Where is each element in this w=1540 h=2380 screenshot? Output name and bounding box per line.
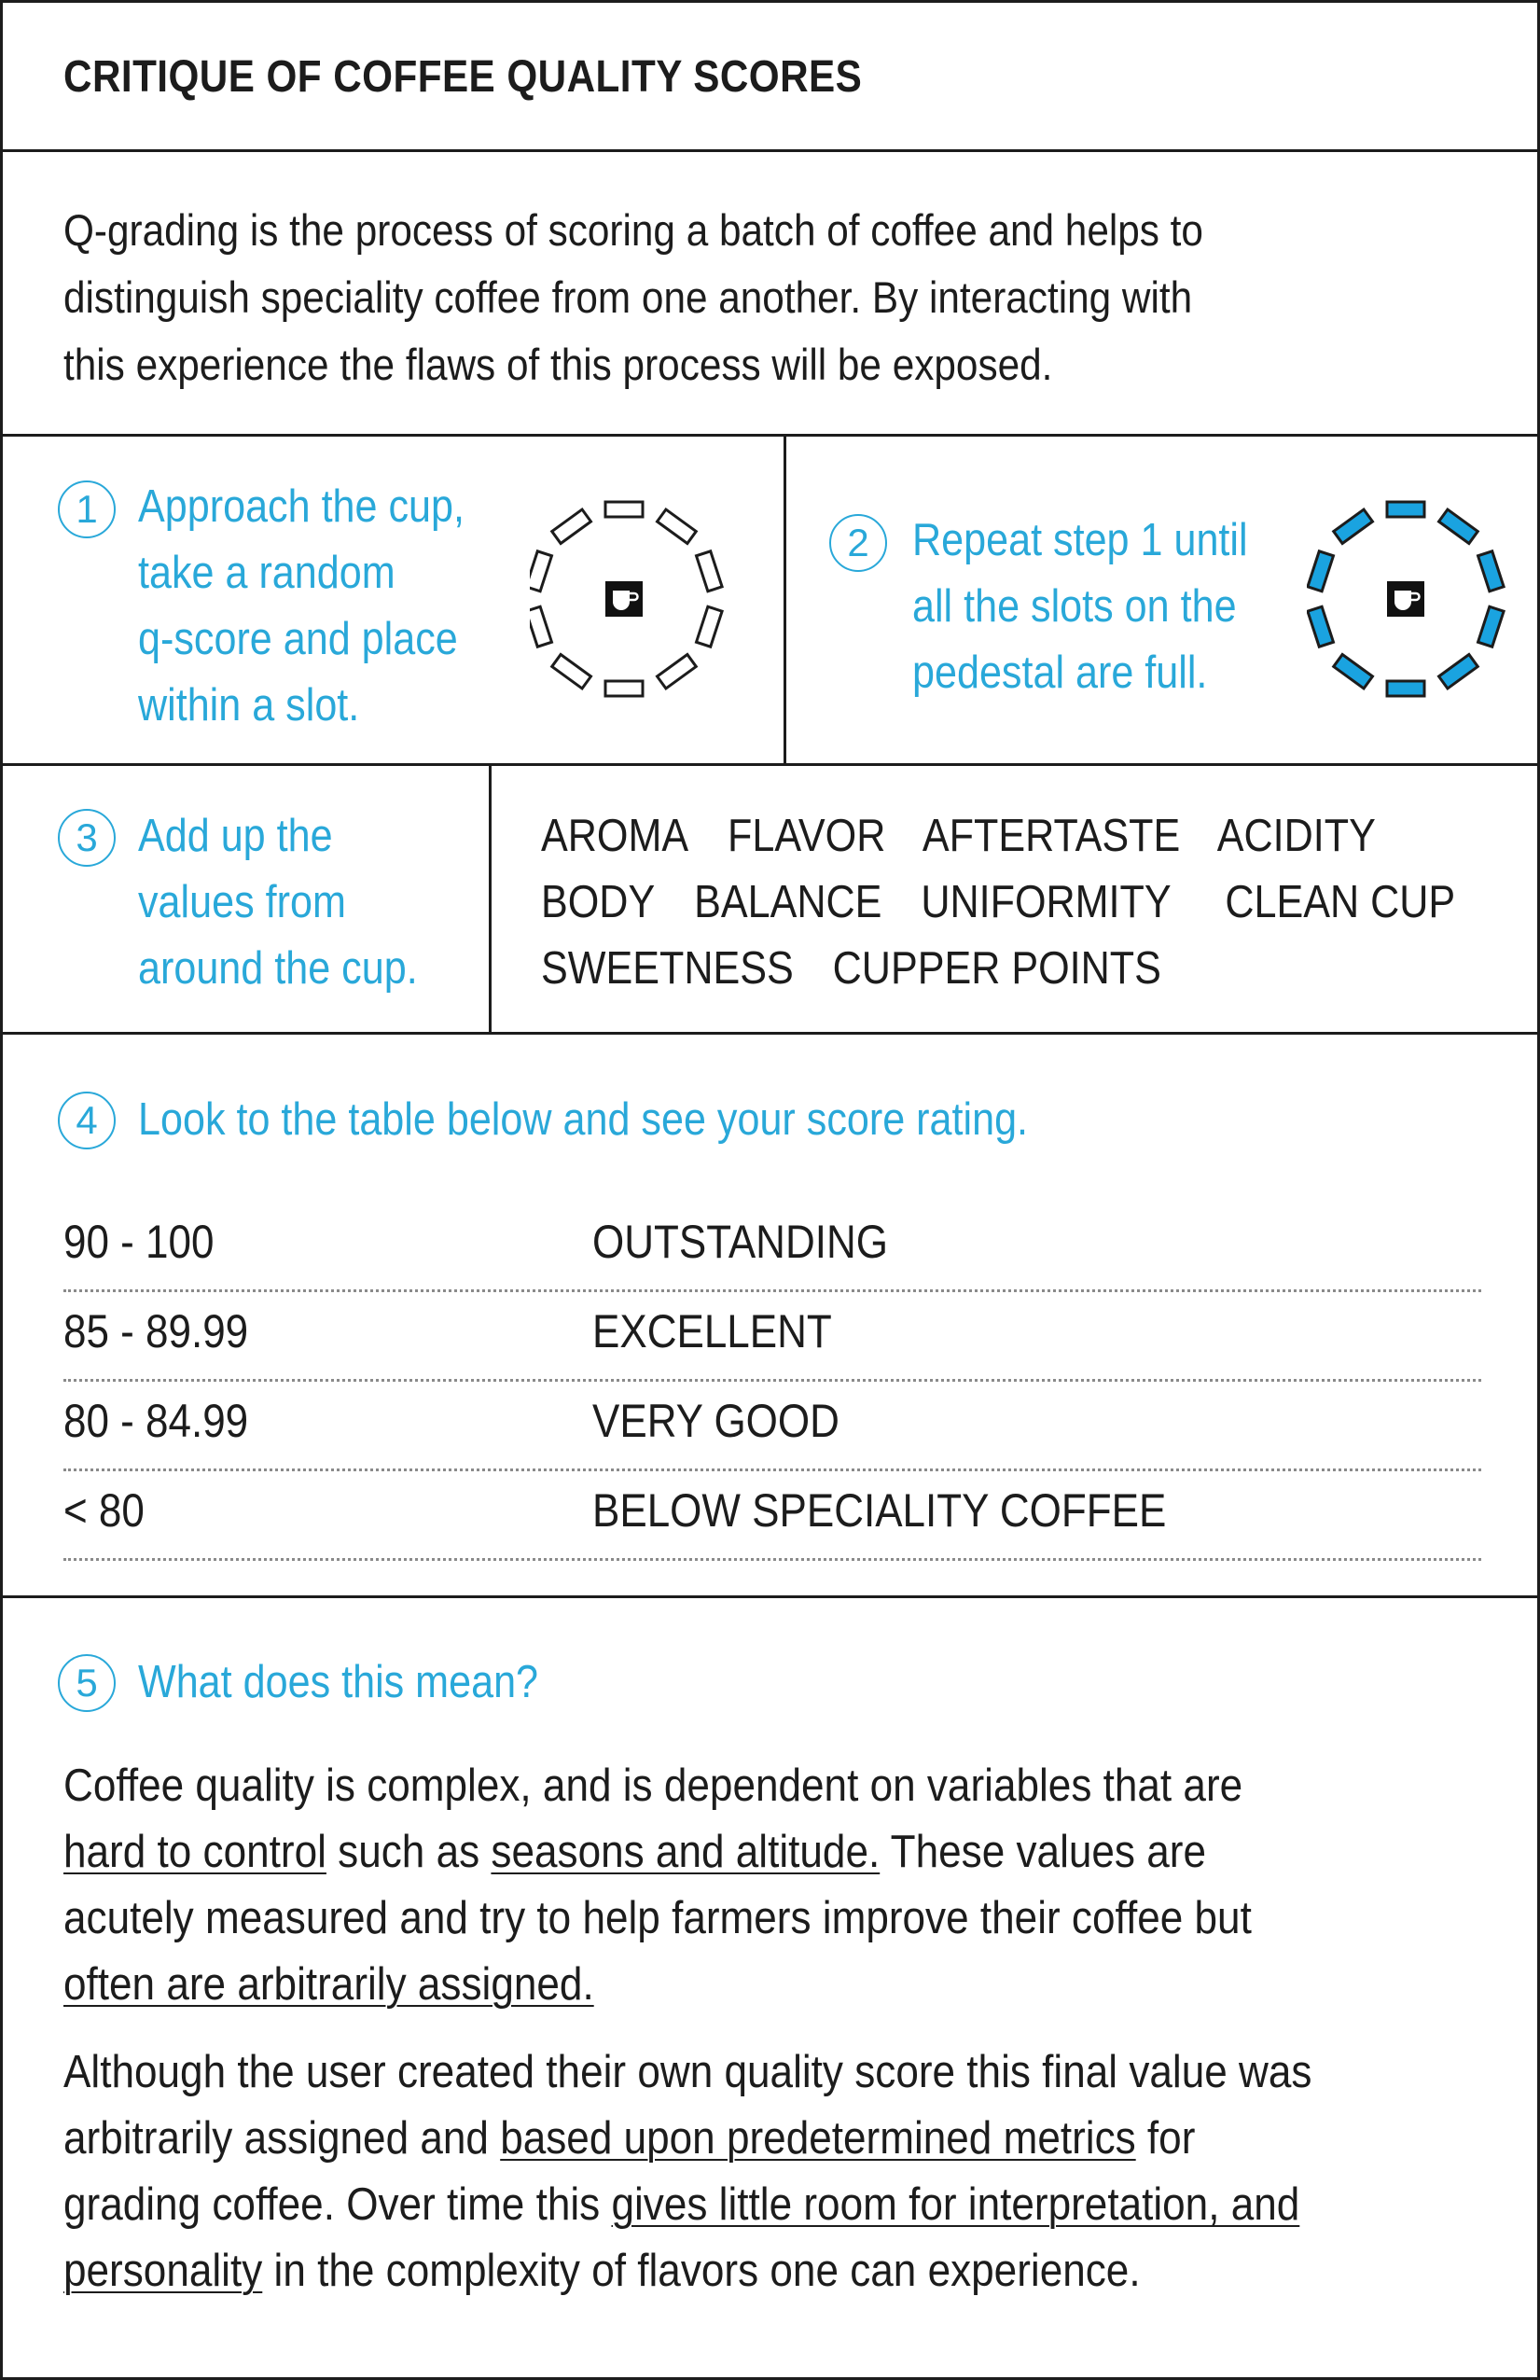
divider xyxy=(3,1595,1537,1598)
step-4-text: Look to the table below and see your score rating. xyxy=(138,1094,1029,1145)
underlined-phrase: hard to control xyxy=(63,1827,326,1877)
text: Coffee quality is complex, and is dependent on variables that are xyxy=(63,1761,1243,1811)
table-row xyxy=(63,1200,1481,1292)
pedestal-slot xyxy=(1387,681,1424,696)
category-label: FLAVOR xyxy=(728,811,886,861)
step-line: values from xyxy=(138,877,346,927)
pedestal-slot xyxy=(697,606,723,647)
pedestal-slot xyxy=(1308,551,1334,592)
pedestal-slot xyxy=(1308,606,1334,647)
pedestal-slot xyxy=(530,551,551,592)
text: such as xyxy=(326,1827,492,1877)
category-label: UNIFORMITY xyxy=(921,877,1172,927)
divider xyxy=(489,763,492,1032)
step-4-number: 4 xyxy=(58,1092,116,1149)
intro-line: Q-grading is the process of scoring a batch of coffee and helps to xyxy=(63,205,1203,255)
pedestal-slot xyxy=(552,509,591,543)
table-row xyxy=(63,1468,1481,1561)
pedestal-slot xyxy=(1387,502,1424,517)
step-5-number: 5 xyxy=(58,1654,116,1712)
step-line: Approach the cup, xyxy=(138,481,465,532)
score-range: 80 - 84.99 xyxy=(63,1395,249,1447)
step-2-text xyxy=(912,508,1248,706)
category-label: CLEAN CUP xyxy=(1225,877,1456,927)
step-1-text xyxy=(138,474,465,739)
cup-pedestal-filled-slots-icon xyxy=(1307,495,1512,701)
pedestal-slot xyxy=(658,509,697,543)
pedestal-slot xyxy=(1334,654,1373,688)
cupping-categories xyxy=(541,803,1483,1002)
divider xyxy=(3,149,1537,152)
table-row xyxy=(63,1289,1481,1382)
category-label: BODY xyxy=(541,877,656,927)
page-title: CRITIQUE OF COFFEE QUALITY SCORES xyxy=(63,52,863,102)
pedestal-slot xyxy=(1334,509,1373,543)
step-line: Add up the xyxy=(138,811,333,861)
step-3-text xyxy=(138,803,418,1002)
step-line: within a slot. xyxy=(138,680,360,731)
text: for grading coffee. Over time this xyxy=(63,2113,1196,2230)
intro-line: distinguish speciality coffee from one another. By interacting with xyxy=(63,272,1193,322)
step-3-number: 3 xyxy=(58,809,116,867)
step-line: q-score and place xyxy=(138,614,458,664)
text: These values are acutely measured and try to help farmers improve their coffee but xyxy=(63,1827,1252,1943)
pedestal-slot xyxy=(1439,654,1478,688)
divider xyxy=(3,1032,1537,1035)
intro-line: this experience the flaws of this process will be exposed. xyxy=(63,340,1053,389)
score-range: 85 - 89.99 xyxy=(63,1305,249,1357)
score-rating: OUTSTANDING xyxy=(592,1216,888,1268)
underlined-phrase: seasons and altitude. xyxy=(491,1827,881,1877)
step-line: pedestal are full. xyxy=(912,647,1208,698)
underlined-phrase: gives little room for interpretation, and personality xyxy=(63,2179,1300,2296)
pedestal-slot xyxy=(1478,551,1505,592)
category-label: BALANCE xyxy=(694,877,882,927)
category-label: AROMA xyxy=(541,811,689,861)
category-label: ACIDITY xyxy=(1216,811,1376,861)
pedestal-slot xyxy=(1439,509,1478,543)
score-rating: BELOW SPECIALITY COFFEE xyxy=(592,1484,1167,1537)
step-1-number: 1 xyxy=(58,480,116,538)
step-line: all the slots on the xyxy=(912,581,1237,632)
underlined-phrase: based upon predetermined metrics xyxy=(500,2113,1136,2164)
step-5-text: What does this mean? xyxy=(138,1657,539,1707)
pedestal-slot xyxy=(658,654,697,688)
step-2-number: 2 xyxy=(829,514,887,572)
text: Although the user created their own quality score this final value was arbitrarily assigned and xyxy=(63,2047,1312,2164)
divider xyxy=(784,434,786,763)
text: in the complexity of flavors one can experience. xyxy=(262,2246,1141,2296)
score-rating: VERY GOOD xyxy=(592,1395,839,1447)
divider xyxy=(3,434,1537,437)
pedestal-slot xyxy=(552,654,591,688)
step-line: around the cup. xyxy=(138,943,418,994)
score-range: 90 - 100 xyxy=(63,1216,215,1268)
score-range: < 80 xyxy=(63,1484,145,1537)
category-label: CUPPER POINTS xyxy=(832,943,1161,994)
step-line: Repeat step 1 until xyxy=(912,515,1248,565)
meaning-paragraph-2 xyxy=(63,2039,1331,2304)
score-rating: EXCELLENT xyxy=(592,1305,832,1357)
meaning-paragraph-1 xyxy=(63,1753,1331,2018)
pedestal-slot xyxy=(1478,606,1505,647)
category-label: SWEETNESS xyxy=(541,943,794,994)
divider xyxy=(3,763,1537,766)
pedestal-slot xyxy=(605,681,643,696)
pedestal-slot xyxy=(530,606,551,647)
pedestal-slot xyxy=(697,551,723,592)
table-row xyxy=(63,1379,1481,1471)
underlined-phrase: often are arbitrarily assigned. xyxy=(63,1959,594,2010)
cup-pedestal-empty-slots-icon xyxy=(530,495,735,701)
intro-paragraph xyxy=(63,197,1306,398)
category-label: AFTERTASTE xyxy=(922,811,1181,861)
pedestal-slot xyxy=(605,502,643,517)
step-line: take a random xyxy=(138,548,395,598)
